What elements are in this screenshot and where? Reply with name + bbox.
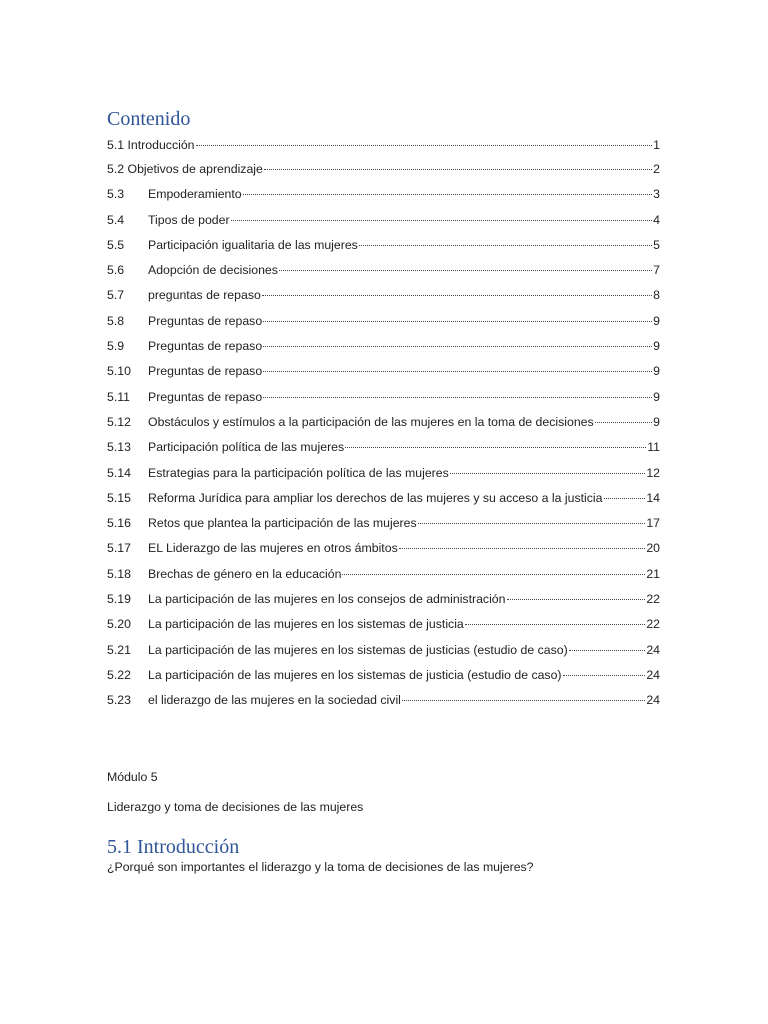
toc-entry-page: 9	[653, 389, 660, 404]
toc-entry-number: 5.14	[107, 465, 131, 480]
toc-entry[interactable]	[107, 182, 660, 207]
toc-entry-title: Obstáculos y estímulos a la participación de las mujeres en la toma de decisiones	[148, 414, 594, 429]
toc-entry[interactable]	[107, 587, 660, 612]
toc-dot-leader	[342, 561, 645, 574]
toc-list	[107, 134, 660, 714]
toc-entry-number: 5.10	[107, 364, 131, 379]
toc-dot-leader	[264, 157, 652, 170]
toc-entry-title: La participación de las mujeres en los consejos de administración	[148, 592, 506, 607]
toc-dot-leader	[465, 612, 646, 625]
toc-entry-page: 1	[653, 138, 660, 152]
toc-dot-leader	[263, 308, 652, 321]
toc-entry-title: La participación de las mujeres en los sistemas de justicias (estudio de caso)	[148, 642, 568, 657]
toc-entry-page: 21	[646, 566, 660, 581]
toc-dot-leader	[263, 359, 652, 372]
toc-entry-page: 14	[646, 490, 660, 505]
toc-dot-leader	[418, 511, 646, 524]
toc-entry-title: Participación igualitaria de las mujeres	[148, 237, 358, 252]
toc-entry-number: 5.12	[107, 414, 131, 429]
toc-entry-page: 3	[653, 187, 660, 202]
toc-entry[interactable]	[107, 435, 660, 460]
table-of-contents	[107, 106, 660, 714]
toc-entry-title: el liderazgo de las mujeres en la sociedad civil	[148, 693, 401, 708]
toc-entry-title: Adopción de decisiones	[148, 263, 278, 278]
toc-entry-page: 20	[646, 541, 660, 556]
toc-entry-title: Empoderamiento	[148, 187, 242, 202]
toc-entry-number: 5.20	[107, 617, 131, 632]
toc-entry-title: Estrategias para la participación política de las mujeres	[148, 465, 449, 480]
toc-entry[interactable]	[107, 536, 660, 561]
toc-entry-number: 5.23	[107, 693, 131, 708]
module-label: Módulo 5	[107, 770, 158, 784]
toc-entry-title: Preguntas de repaso	[148, 313, 263, 328]
toc-dot-leader	[231, 207, 653, 220]
toc-entry-page: 22	[646, 617, 660, 632]
toc-entry-number: 5.11	[107, 389, 131, 404]
toc-entry-number: 5.15	[107, 490, 131, 505]
toc-entry[interactable]	[107, 638, 660, 663]
toc-dot-leader	[402, 688, 645, 701]
toc-entry[interactable]	[107, 562, 660, 587]
toc-entry-number: 5.18	[107, 566, 131, 581]
toc-dot-leader	[263, 334, 652, 347]
toc-entry-number: 5.19	[107, 592, 131, 607]
toc-entry-page: 22	[646, 592, 660, 607]
toc-entry-number: 5.13	[107, 440, 131, 455]
toc-dot-leader	[507, 587, 646, 600]
toc-dot-leader	[345, 435, 646, 448]
toc-entry[interactable]	[107, 461, 660, 486]
toc-entry[interactable]	[107, 612, 660, 637]
toc-dot-leader	[196, 133, 653, 146]
module-subtitle: Liderazgo y toma de decisiones de las mujeres	[107, 800, 364, 814]
toc-entry-number: 5.9	[107, 339, 125, 354]
toc-entry-number: 5.4	[107, 212, 125, 227]
toc-entry-page: 2	[653, 162, 660, 176]
toc-dot-leader	[563, 663, 646, 676]
toc-entry-page: 8	[653, 288, 660, 303]
toc-entry-page: 4	[653, 212, 660, 227]
toc-entry-number: 5.22	[107, 667, 131, 682]
toc-entry-page: 5	[653, 237, 660, 252]
toc-entry[interactable]	[107, 233, 660, 258]
toc-entry[interactable]	[107, 511, 660, 536]
toc-entry-page: 24	[646, 642, 660, 657]
toc-entry-page: 12	[646, 465, 660, 480]
section-heading: 5.1 Introducción	[107, 836, 240, 858]
toc-entry-title: Retos que plantea la participación de las mujeres	[148, 516, 417, 531]
toc-entry-number: 5.6	[107, 263, 125, 278]
toc-entry-number: 5.3	[107, 187, 125, 202]
toc-dot-leader	[450, 460, 646, 473]
toc-dot-leader	[262, 283, 652, 296]
toc-entry-number: 5.8	[107, 313, 125, 328]
toc-entry[interactable]	[107, 309, 660, 334]
toc-entry[interactable]	[107, 688, 660, 713]
toc-entry-page: 24	[646, 693, 660, 708]
toc-dot-leader	[569, 637, 646, 650]
toc-entry[interactable]	[107, 410, 660, 435]
toc-entry-title: EL Liderazgo de las mujeres en otros ámbitos	[148, 541, 398, 556]
toc-entry-title: Participación política de las mujeres	[148, 440, 345, 455]
toc-entry-title: Brechas de género en la educación	[148, 566, 342, 581]
toc-entry-page: 9	[653, 414, 660, 429]
toc-dot-leader	[604, 486, 646, 499]
toc-entry-page: 17	[646, 516, 660, 531]
toc-entry-title: Tipos de poder	[148, 212, 230, 227]
toc-dot-leader	[263, 384, 652, 397]
toc-entry[interactable]	[107, 283, 660, 308]
toc-entry-title: preguntas de repaso	[148, 288, 261, 303]
toc-dot-leader	[359, 233, 652, 246]
toc-entry[interactable]	[107, 258, 660, 283]
toc-entry-title: La participación de las mujeres en los sistemas de justicia	[148, 617, 464, 632]
toc-entry-title: 5.2 Objetivos de aprendizaje	[107, 162, 263, 176]
toc-entry[interactable]	[107, 385, 660, 410]
toc-entry[interactable]	[107, 359, 660, 384]
toc-entry-title: Preguntas de repaso	[148, 389, 263, 404]
section-question: ¿Porqué son importantes el liderazgo y la toma de decisiones de las mujeres?	[107, 860, 534, 874]
toc-entry-number: 5.21	[107, 642, 131, 657]
toc-entry-number: 5.16	[107, 516, 131, 531]
toc-dot-leader	[279, 258, 652, 271]
toc-entry-title: Preguntas de repaso	[148, 364, 263, 379]
toc-entry[interactable]	[107, 663, 660, 688]
toc-entry-page: 9	[653, 313, 660, 328]
toc-entry[interactable]	[107, 134, 660, 157]
toc-dot-leader	[243, 182, 653, 195]
toc-entry-title: Preguntas de repaso	[148, 339, 263, 354]
toc-entry-title: La participación de las mujeres en los sistemas de justicia (estudio de caso)	[148, 667, 562, 682]
toc-entry-number: 5.5	[107, 237, 125, 252]
toc-entry-page: 7	[653, 263, 660, 278]
toc-entry-page: 11	[647, 440, 660, 455]
toc-entry[interactable]	[107, 334, 660, 359]
toc-entry[interactable]	[107, 157, 660, 182]
toc-entry[interactable]	[107, 208, 660, 233]
toc-entry-title: Reforma Jurídica para ampliar los derechos de las mujeres y su acceso a la justicia	[148, 490, 603, 505]
toc-entry-page: 9	[653, 364, 660, 379]
toc-dot-leader	[595, 410, 653, 423]
toc-entry-title: 5.1 Introducción	[107, 138, 195, 152]
toc-entry-number: 5.17	[107, 541, 131, 556]
toc-entry[interactable]	[107, 486, 660, 511]
toc-entry-page: 9	[653, 339, 660, 354]
toc-entry-number: 5.7	[107, 288, 125, 303]
toc-entry-page: 24	[646, 667, 660, 682]
toc-title: Contenido	[107, 108, 191, 130]
toc-dot-leader	[399, 536, 646, 549]
